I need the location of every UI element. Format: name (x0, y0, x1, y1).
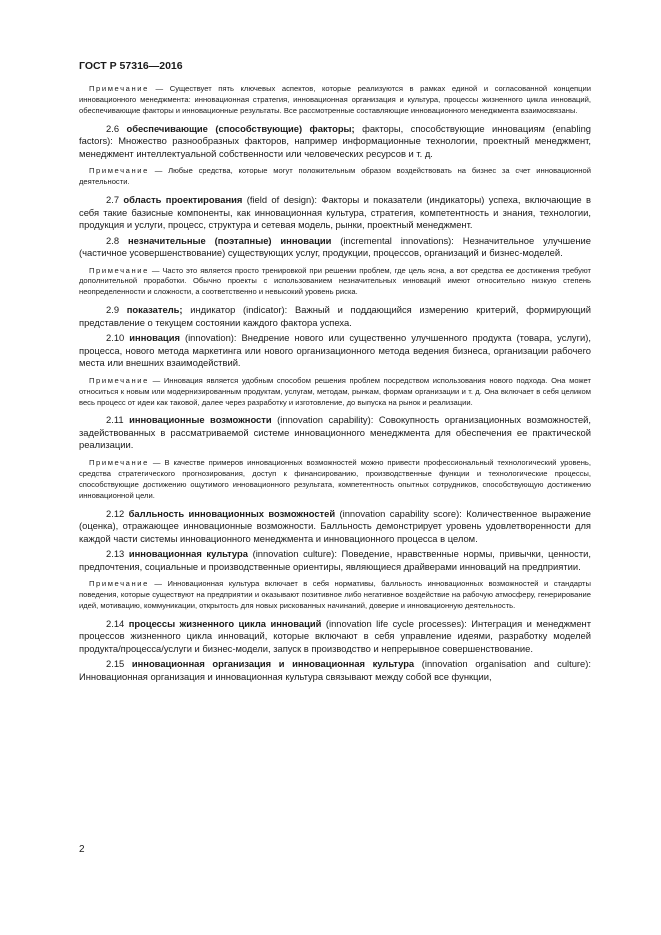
term-title: процессы жизненного цикла инноваций (128, 617, 322, 629)
term-title: инновационная культура (128, 548, 248, 560)
term-text: (incremental innovations): Незначительное улучшение (частичное усовершенствование) существующих услуг, продукции, процессов, организаций и бизнес-моделей. (79, 234, 592, 259)
note-paragraph (79, 376, 591, 409)
note-paragraph (79, 266, 591, 299)
term-number: 2.6 (106, 122, 127, 134)
term-title: инновация (129, 332, 180, 344)
document-header: ГОСТ Р 57316—2016 (79, 60, 183, 72)
term-title: незначительные (поэтапные) инновации (127, 234, 332, 246)
term-number: 2.9 (106, 304, 127, 316)
page-number: 2 (79, 844, 85, 855)
term-number: 2.14 (106, 617, 129, 629)
term-text: (innovation life cycle processes): Интеграция и менеджмент процессов жизненного цикла инноваций, которые включают в себя управление идеями, разработку моделей продукта/процесса/услуги и бизнес-модели, запуск в производство и непрерывное совершенствование. (79, 617, 592, 654)
term-number: 2.15 (106, 658, 132, 670)
term-definition (79, 414, 591, 452)
term-number: 2.11 (106, 414, 130, 426)
document-body (79, 84, 591, 686)
term-definition (79, 658, 591, 683)
note-label: Примечание (89, 84, 149, 93)
note-paragraph (79, 166, 591, 188)
note-label: Примечание (89, 375, 149, 385)
note-label: Примечание (89, 265, 149, 275)
term-text: (field of design): Факторы и показатели (индикаторы) успеха, включающие в себя такие базисные компоненты, как инновационная культура, стратегия, компетентность и знания, технологии, продукция и услуги, процесс, структура и сетевая модель, рынки, проектный менеджмент. (79, 194, 591, 231)
term-definition (79, 194, 591, 232)
term-definition (79, 235, 591, 260)
term-title: область проектирования (123, 194, 243, 206)
term-text: (innovation culture): Поведение, нравственные нормы, привычки, ценности, предпочтения, социальные и производственные ориентиры, являющиеся драйверами инноваций на предприятии. (79, 548, 591, 572)
term-definition (79, 304, 591, 329)
term-definition (79, 618, 591, 656)
term-text: индикатор (indicator): Важный и поддающийся измерению критерий, формирующий представление о текущем состоянии каждого фактора успеха. (79, 304, 591, 328)
note-label: Примечание (89, 457, 149, 467)
term-title: балльность инновационных возможностей (128, 507, 336, 519)
note-paragraph (79, 458, 591, 502)
term-title: обеспечивающие (способствующие) факторы; (126, 122, 355, 134)
term-title: показатель; (126, 304, 183, 316)
term-number: 2.7 (106, 194, 124, 206)
term-text: (innovation capability score): Количественное выражение (оценка), отражающее инновационные возможности. Балльность демонстрирует уровень удовлетворенности для каждой части системы инновационного менеджмента и инновационного процесса в целом. (79, 507, 591, 544)
term-definition (79, 123, 591, 161)
note-text: — Инновационная культура включает в себя нормативы, балльность инновационных возможностей и стандарты поведения, которые существуют на предприятии и оказывают позитивное либо негативное воздействие на рабочую атмосферу, генерирование идей, мотивацию, коммуникации, открытость для новых рискованных начинаний, доверие и инновационную деятельность. (79, 579, 591, 610)
term-text: факторы, способствующие инновациям (enabling factors): Множество разнообразных факторов, например информационные технологии, проектный менеджмент, менеджмент интеллектуальной собственности или человеческих ресурсов и т. д. (79, 122, 591, 159)
note-text: — Часто это является просто тренировкой при решении проблем, где цель ясна, а вот средства ее достижения требуют дополнительной проработки. Обычно проекты с использованием незначительных инноваций имеют относительно низкую степень неопределенности и сложности, а соответственно и невысокий уровень риска. (79, 265, 591, 297)
note-label: Примечание (89, 579, 149, 589)
note-text: — Любые средства, которые могут положительным образом воздействовать на бизнес за счет инновационной деятельности. (79, 166, 591, 187)
term-number: 2.13 (106, 548, 129, 560)
term-text: (innovation capability): Совокупность организационных возможностей, задействованных в рассматриваемой системе инновационного менеджмента для обеспечения ее практической реализации. (79, 414, 592, 451)
note-paragraph (79, 84, 591, 117)
note-text: — Существует пять ключевых аспектов, которые реализуются в рамках единой и согласованной концепции инновационного менеджмента: инновационная стратегия, инновационная организация и культура, процессы жизненного цикла инноваций, обеспечивающие факторы и инновационные результаты. Все рассмотренные составляющие инновационного менеджмента взаимосвязаны. (79, 84, 591, 115)
term-title: инновационная организация и инновационная культура (131, 658, 415, 670)
term-number: 2.12 (106, 507, 129, 519)
term-definition (79, 548, 591, 573)
term-number: 2.8 (106, 234, 128, 246)
note-text: — Инновация является удобным способом решения проблем посредством использования нового подхода. Она может относиться к новым или модернизированным продуктам, услугам, методам, рынкам, формам организации и т. д. Она включает в себя целиком весь процесс от идеи как таковой, далее через разработку и изготовление, до выпуска на рынок и реализации. (79, 375, 591, 407)
note-label: Примечание (89, 166, 149, 176)
term-title: инновационные возможности (129, 414, 272, 426)
note-text: — В качестве примеров инновационных возможностей можно привести профессиональный технологический уровень, средства стратегического прогнозирования, доступ к финансированию, производственные функции и технологические процессы, способствующие достижению ощутимого инновационного результата, компетентность опытных сотрудников, способствующую достижению инновационной цели. (79, 457, 591, 500)
term-definition (79, 508, 591, 546)
term-number: 2.10 (106, 332, 130, 344)
term-text: (innovation): Внедрение нового или существенно улучшенного продукта (товара, услуги), процесса, нового метода маркетинга или нового организационного метода ведения бизнеса, организации рабочего места или внешних взаимодействий. (79, 332, 591, 369)
term-definition (79, 332, 591, 370)
note-paragraph (79, 579, 591, 612)
term-text: (innovation organisation and culture): Инновационная организация и инновационная культура связывают между собой все функции, (79, 658, 591, 682)
